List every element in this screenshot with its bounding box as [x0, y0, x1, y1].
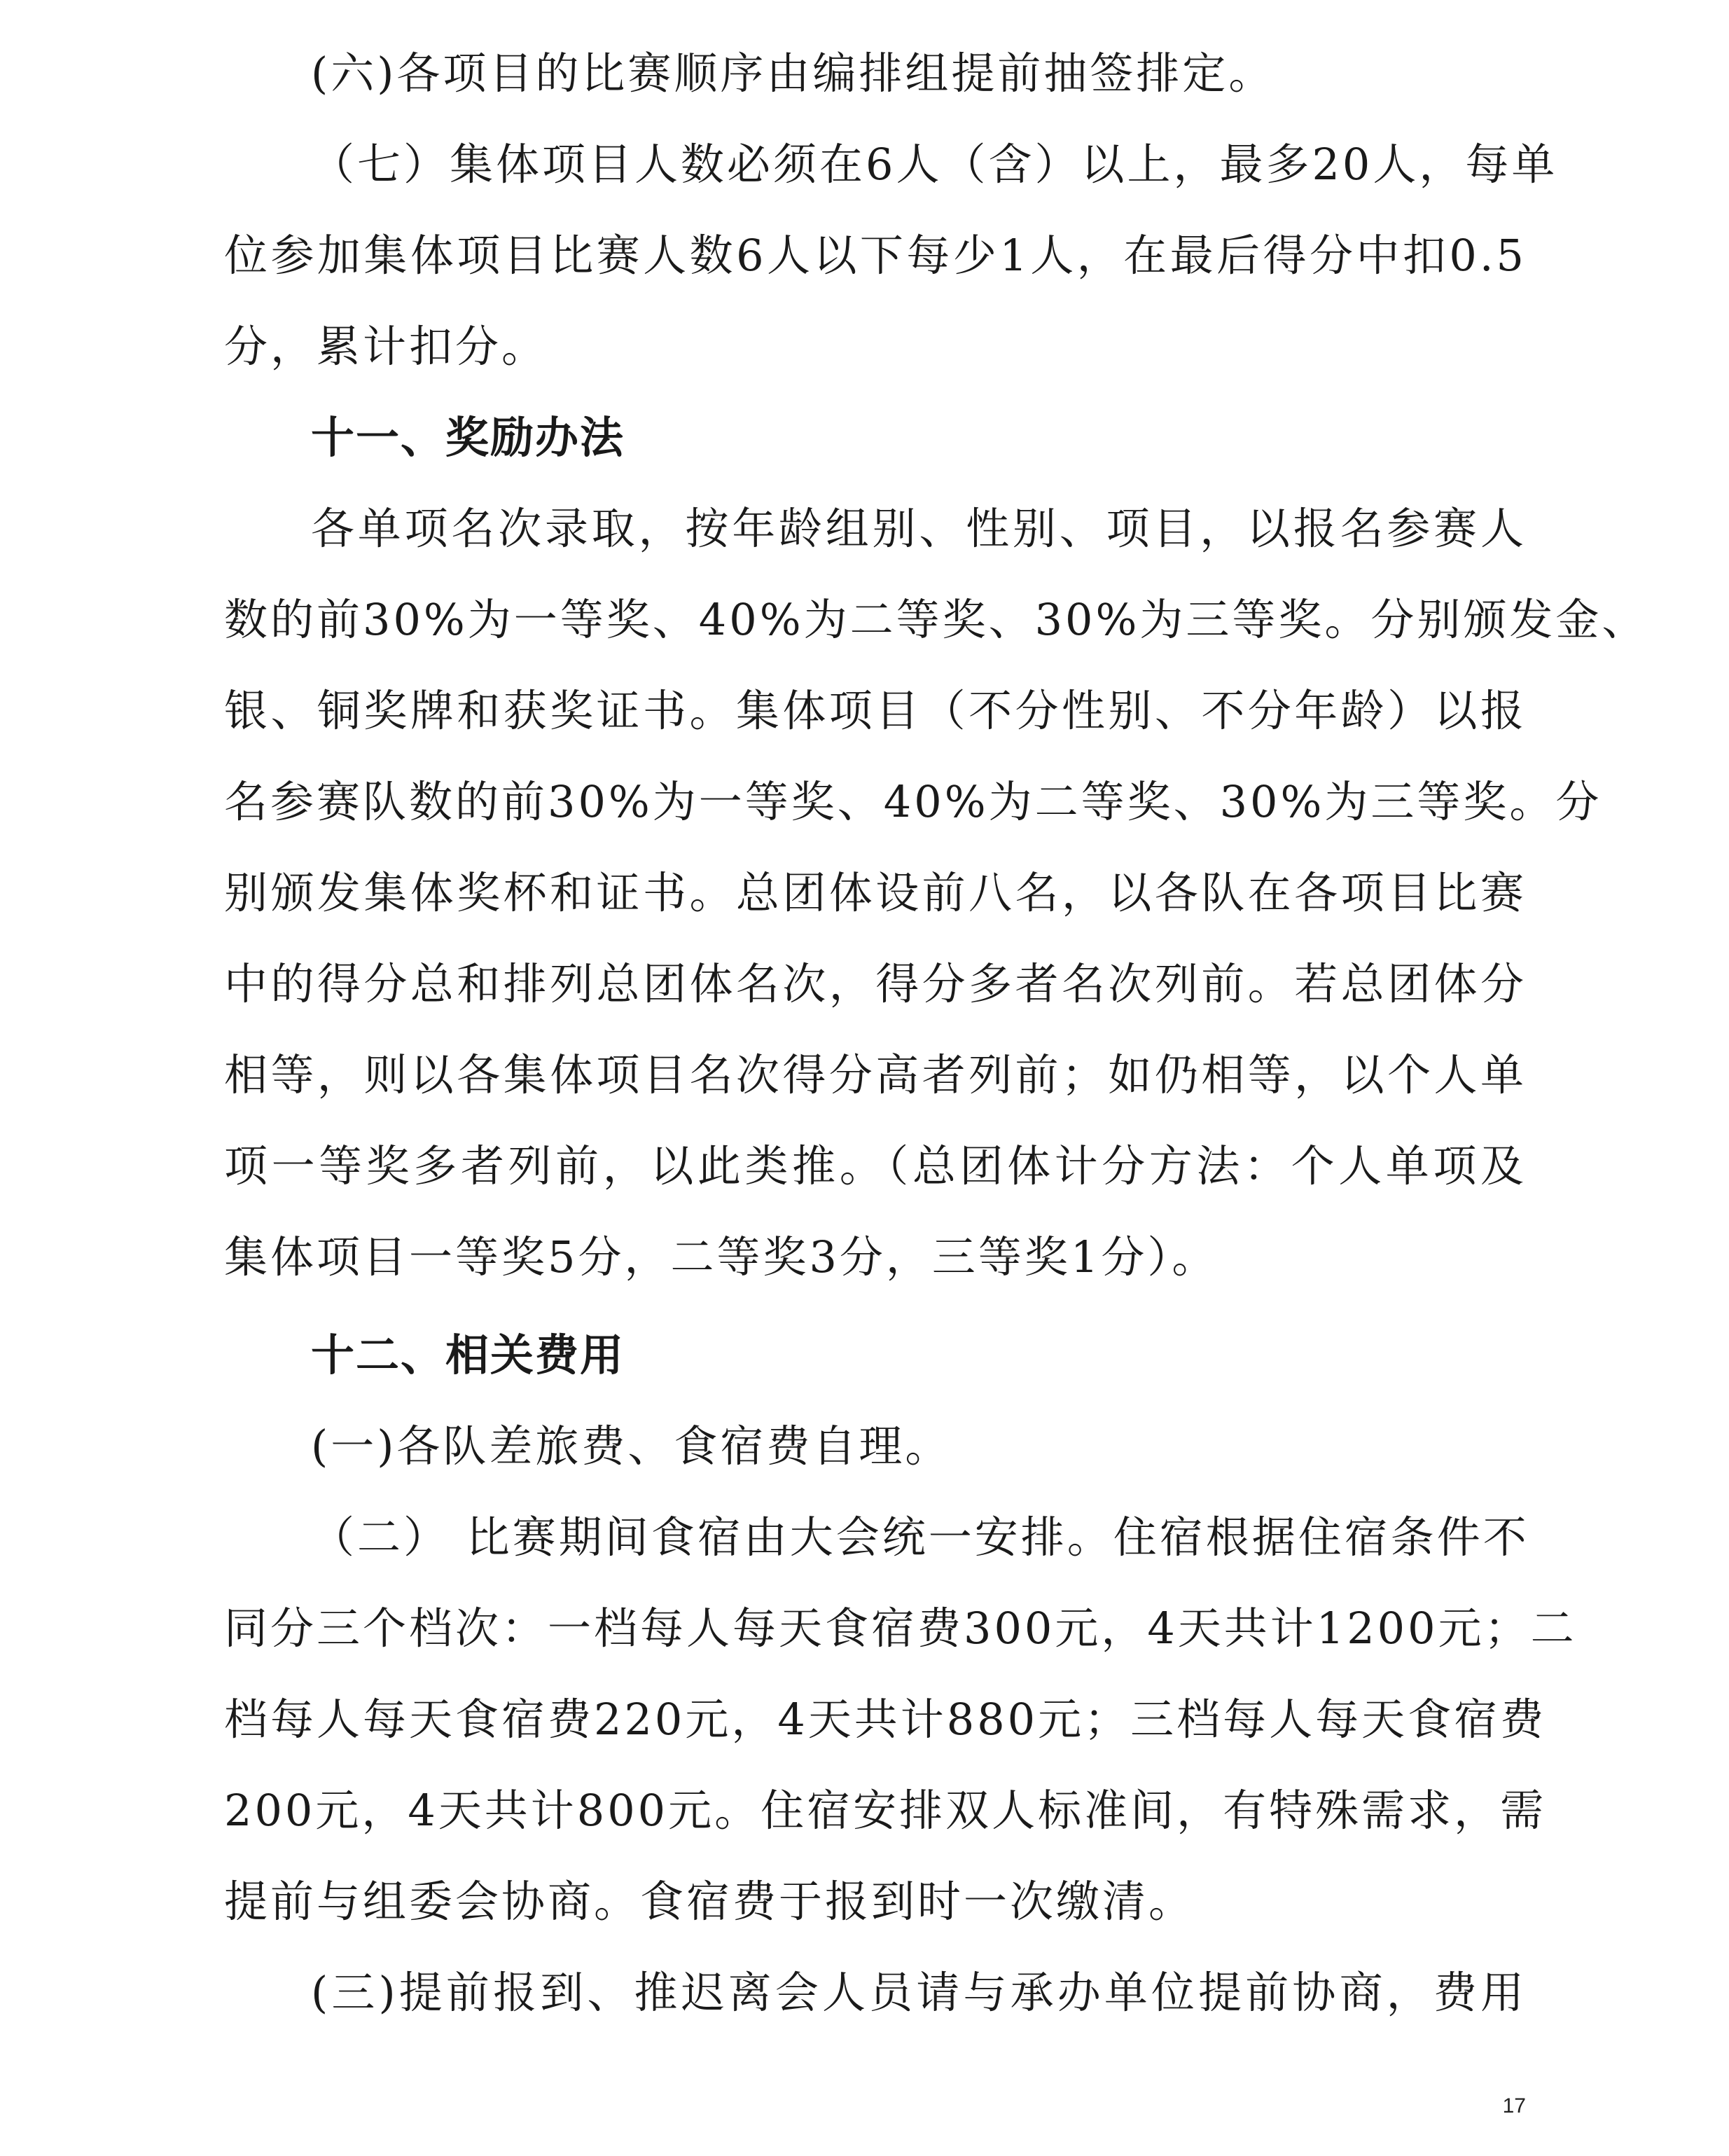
paragraph-awards — [224, 483, 1648, 1303]
text-line: 相等，则以各集体项目名次得分高者列前；如仍相等，以个人单 — [224, 1049, 1527, 1100]
text-line: 200元，4天共计800元。住宿安排双人标准间，有特殊需求，需 — [224, 1785, 1547, 1836]
text-line: （二） 比赛期间食宿由大会统一安排。住宿根据住宿条件不 — [311, 1512, 1529, 1563]
text-line: （七）集体项目人数必须在6人（含）以上，最多20人，每单 — [311, 139, 1558, 190]
paragraph-fee-2 — [224, 1492, 1577, 1947]
document-page — [224, 28, 1648, 2038]
text-line: 档每人每天食宿费220元，4天共计880元；三档每人每天食宿费 — [224, 1694, 1547, 1745]
text-line: 项一等奖多者列前，以此类推。（总团体计分方法：个人单项及 — [224, 1140, 1527, 1191]
section-heading-fees: 十二、相关费用 — [311, 1329, 625, 1381]
text-line: 中的得分总和排列总团体名次，得分多者名次列前。若总团体分 — [224, 958, 1527, 1009]
paragraph-fee-1 — [224, 1401, 1527, 1492]
paragraph-item-7 — [224, 119, 1558, 392]
text-line: 银、铜奖牌和获奖证书。集体项目（不分性别、不分年龄）以报 — [224, 685, 1527, 736]
paragraph-item-6 — [224, 28, 1527, 119]
text-line: (一)各队差旅费、食宿费自理。 — [311, 1421, 952, 1472]
paragraph-fee-3 — [224, 1947, 1527, 2038]
text-line: 分，累计扣分。 — [224, 321, 548, 372]
text-line: 别颁发集体奖杯和证书。总团体设前八名，以各队在各项目比赛 — [224, 867, 1527, 918]
text-line: (三)提前报到、推迟离会人员请与承办单位提前协商，费用 — [311, 1967, 1527, 2018]
text-line: 各单项名次录取，按年龄组别、性别、项目，以报名参赛人 — [311, 503, 1527, 554]
text-line: 提前与组委会协商。食宿费于报到时一次缴清。 — [224, 1876, 1195, 1927]
text-line: 数的前30%为一等奖、40%为二等奖、30%为三等奖。分别颁发金、 — [224, 594, 1648, 645]
text-line: 同分三个档次：一档每人每天食宿费300元，4天共计1200元；二 — [224, 1603, 1577, 1654]
page-number: 17 — [1502, 2094, 1526, 2117]
section-heading-awards: 十一、奖励办法 — [311, 412, 625, 463]
text-line: 名参赛队数的前30%为一等奖、40%为二等奖、30%为三等奖。分 — [224, 776, 1602, 827]
text-line: (六)各项目的比赛顺序由编排组提前抽签排定。 — [311, 48, 1275, 99]
text-line: 集体项目一等奖5分，二等奖3分，三等奖1分）。 — [224, 1231, 1218, 1283]
text-line: 位参加集体项目比赛人数6人以下每少1人，在最后得分中扣0.5 — [224, 230, 1527, 281]
